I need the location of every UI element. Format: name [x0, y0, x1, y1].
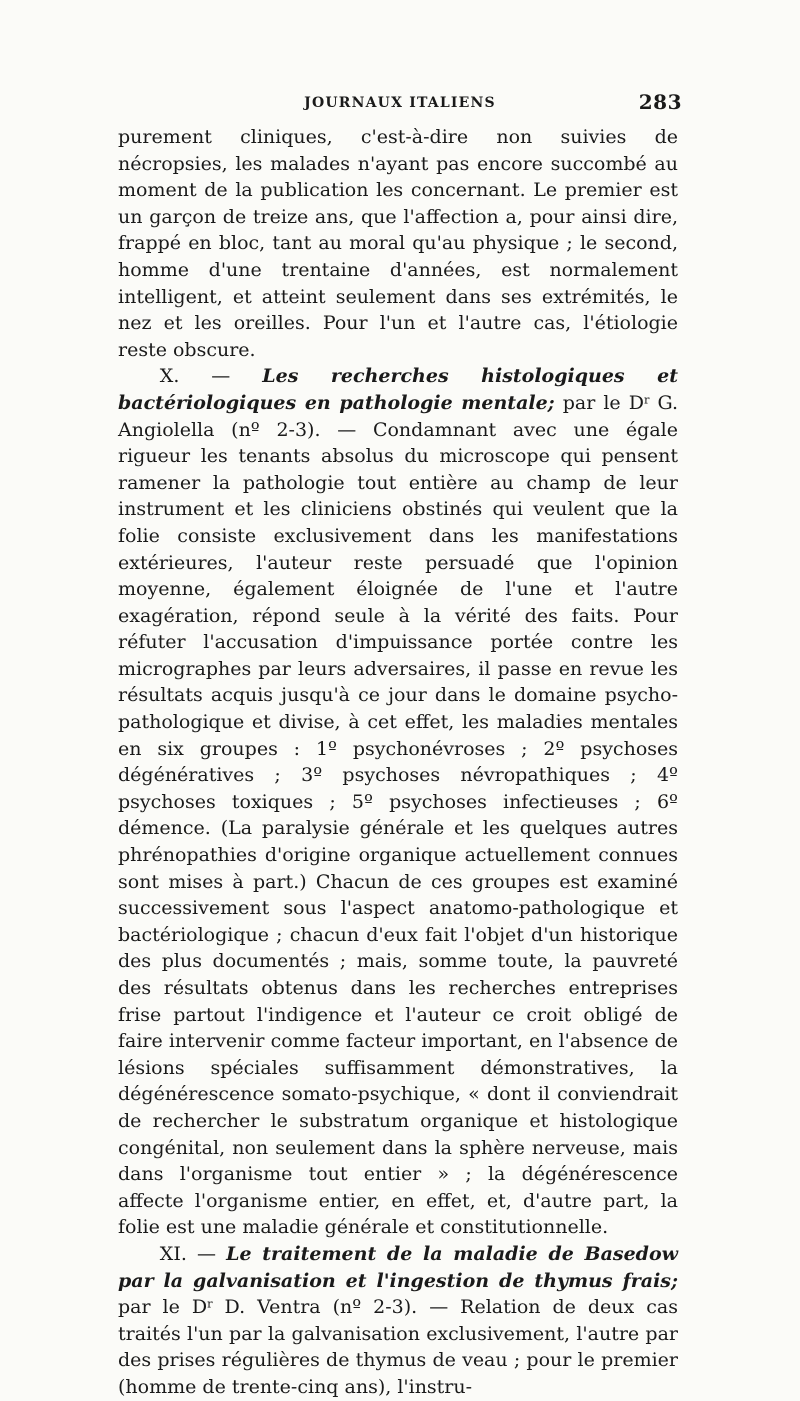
section-number: XI. —	[159, 1242, 216, 1265]
byline-superscript: r	[207, 1296, 213, 1311]
article-body	[118, 124, 678, 1401]
section-title: Les recherches histologiques et bactériologiques en pathologie mentale;	[118, 365, 678, 414]
page-header	[118, 88, 682, 118]
section-body: — Condamnant avec une égale rigueur les tenants absolus du microscope qui pensent ramener la pathologie tout entière au champ de leur instrument et les cliniciens obstinés qui veulent que la folie consiste exclusivement dans les manifestations extérieures, l'auteur reste persuadé que l'opinion moyenne, également éloignée de l'une et l'autre exagération, répond seule à la vérité des faits. Pour réfuter l'accusation d'impuissance portée contre les micrographes par leurs adversaires, il passe en revue les résultats acquis jusqu'à ce jour dans le domaine psycho-pathologique et divise, à cet effet, les maladies mentales en six groupes : 1º psychonévroses ; 2º psychoses dégénératives ; 3º psychoses névropathiques ; 4º psychoses toxiques ; 5º psychoses infectieuses ; 6º démence. (La paralysie générale et les quelques autres phrénopathies d'origine organique actuellement connues sont mises à part.) Chacun de ces groupes est examiné successivement sous l'aspect anatomo-pathologique et bactériologique ; chacun d'eux fait l'objet d'un historique des plus documentés ; mais, somme toute, la pauvreté des résultats obtenus dans les recherches entreprises frise partout l'indigence et l'auteur ce croit obligé de faire intervenir comme facteur important, en l'absence de lésions spéciales suffisamment démonstratives, la dégénérescence somato-psychique, « dont il conviendrait de rechercher le substratum organique et histologique congénital, non seulement dans la sphère nerveuse, mais dans l'organisme tout entier » ; la dégénérescence affecte l'organisme entier, en effet, et, d'autre part, la folie est une maladie générale et constitutionnelle.	[118, 418, 678, 1239]
byline-author: G. Angiolella (nº 2-3).	[118, 391, 678, 441]
byline-prefix: par le D	[118, 1296, 208, 1319]
section-body: — Relation de deux cas traités l'un par la galvanisation exclusivement, l'autre par des prises régulières de thymus de veau ; pour le premier (homme de trente-cinq ans), l'instru-	[118, 1296, 678, 1398]
byline-superscript: r	[643, 392, 650, 407]
byline-author: D. Ventra (nº 2-3).	[224, 1296, 418, 1319]
byline-prefix: par le D	[562, 391, 644, 414]
paragraph-continuation: purement cliniques, c'est-à-dire non suivies de nécropsies, les malades n'ayant pas encore succombé au moment de la publication les concernant. Le premier est un garçon de treize ans, que l'affection a, pour ainsi dire, frappé en bloc, tant au moral qu'au physique ; le second, homme d'une trentaine d'années, est normalement intelligent, et atteint seulement dans ses extrémités, le nez et les oreilles. Pour l'un et l'autre cas, l'étiologie reste obscure.	[118, 126, 678, 361]
section-x	[118, 363, 678, 1241]
running-title: JOURNAUX ITALIENS	[304, 95, 496, 111]
section-title: Le traitement de la maladie de Basedow par la galvanisation et l'ingestion de thymus frais;	[118, 1242, 678, 1292]
section-number: X. —	[159, 365, 231, 388]
section-xi	[118, 1241, 678, 1401]
page-number: 283	[638, 90, 682, 114]
